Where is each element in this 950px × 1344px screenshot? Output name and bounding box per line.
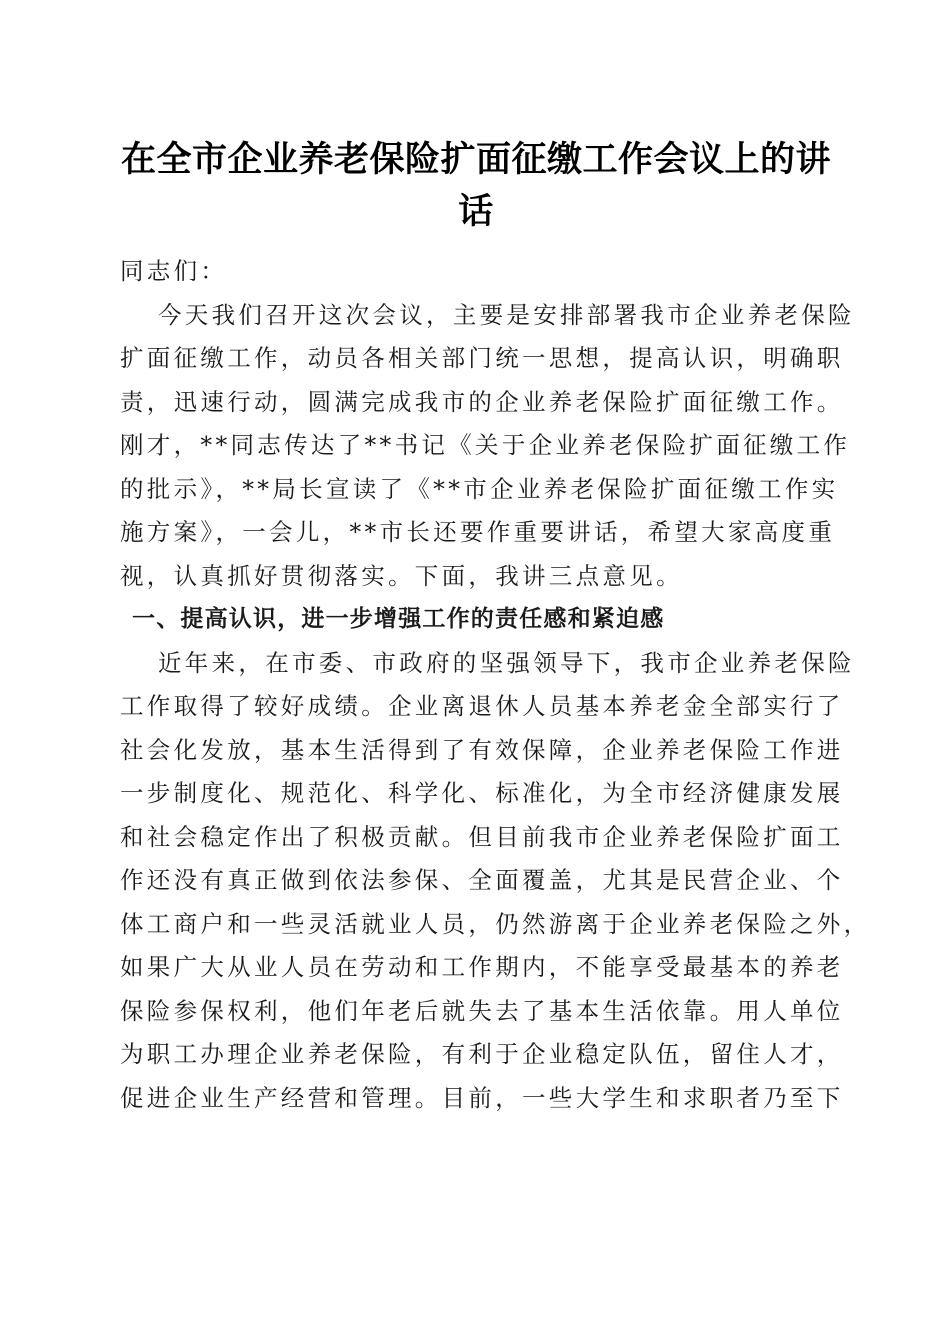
title-line-1: 在全市企业养老保险扩面征缴工作会议上的讲 <box>120 139 831 180</box>
paragraph-line: 社会化发放，基本生活得到了有效保障，企业养老保险工作进 <box>120 735 844 764</box>
paragraph-line: 作还没有真正做到依法参保、全面覆盖，尤其是民营企业、个 <box>120 866 844 894</box>
paragraph-line: 视，认真抓好贯彻落实。下面，我讲三点意见。 <box>120 561 683 590</box>
paragraph-line: 的批示》，**局长宣读了《**市企业养老保险扩面征缴工作实 <box>120 474 839 503</box>
paragraph-intro <box>120 294 855 599</box>
salutation: 同志们： <box>120 257 228 285</box>
title-line-2: 话 <box>458 191 494 232</box>
paragraph-line: 工作取得了较好成绩。企业离退休人员基本养老金全部实行了 <box>120 692 844 720</box>
paragraph-line: 一步制度化、规范化、科学化、标准化，为全市经济健康发展 <box>120 779 844 807</box>
document-title <box>118 134 834 238</box>
paragraph-line: 责，迅速行动，圆满完成我市的企业养老保险扩面征缴工作。 <box>120 387 844 416</box>
section-heading-text: 一、提高认识，进一步增强工作的责任感和紧迫感 <box>132 606 665 632</box>
paragraph-section-1 <box>120 642 871 1121</box>
paragraph-line: 刚才，**同志传达了**书记《关于企业养老保险扩面征缴工作 <box>120 431 851 459</box>
paragraph-line: 促进企业生产经营和管理。目前，一些大学生和求职者乃至下 <box>120 1083 844 1112</box>
paragraph-line: 体工商户和一些灵活就业人员，仍然游离于企业养老保险之外， <box>120 909 871 938</box>
paragraph-line: 近年来，在市委、市政府的坚强领导下，我市企业养老保险 <box>158 648 855 677</box>
document-body <box>120 250 871 1120</box>
section-heading-1 <box>120 598 832 642</box>
paragraph-line: 今天我们召开这次会议，主要是安排部署我市企业养老保险 <box>158 300 855 329</box>
paragraph-line: 为职工办理企业养老保险，有利于企业稳定队伍，留住人才， <box>120 1040 844 1068</box>
paragraph-line: 扩面征缴工作，动员各相关部门统一思想，提高认识，明确职 <box>120 344 844 372</box>
paragraph-line: 保险参保权利，他们年老后就失去了基本生活依靠。用人单位 <box>120 996 844 1025</box>
paragraph-line: 施方案》，一会儿，**市长还要作重要讲话，希望大家高度重 <box>120 518 836 546</box>
paragraph-line: 如果广大从业人员在劳动和工作期内，不能享受最基本的养老 <box>120 953 844 981</box>
paragraph-line: 和社会稳定作出了积极贡献。但目前我市企业养老保险扩面工 <box>120 822 844 851</box>
